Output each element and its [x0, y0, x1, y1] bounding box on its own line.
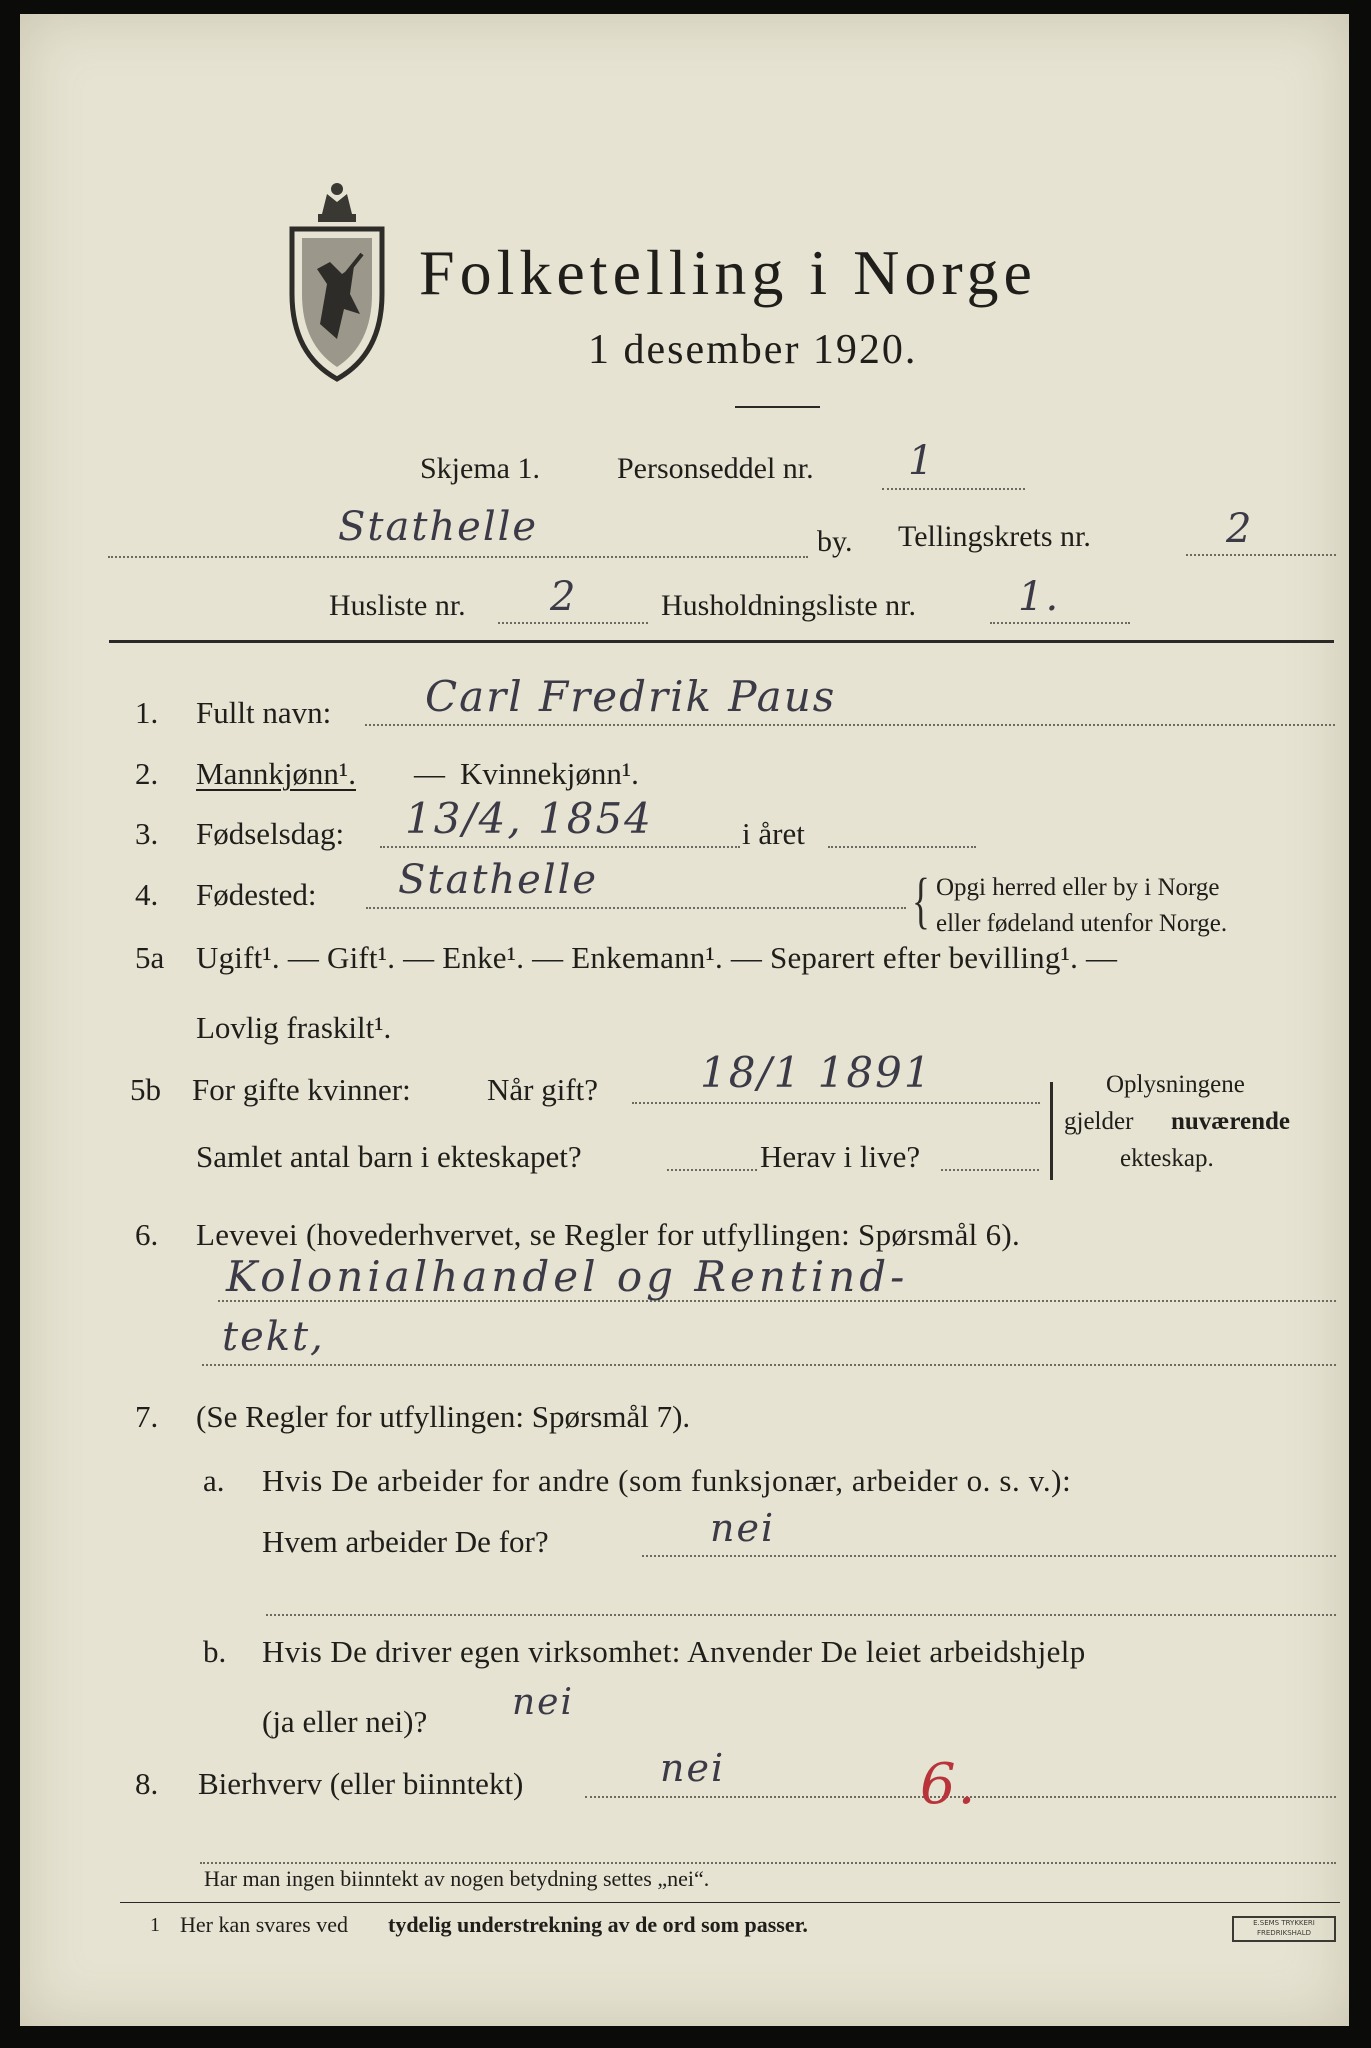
footnote-rule — [120, 1902, 1340, 1903]
q7a-line-extra — [266, 1614, 1336, 1616]
q3-line — [380, 846, 740, 848]
q5b-brace — [1050, 1082, 1059, 1180]
q6-value-1: Kolonialhandel og Rentind- — [226, 1252, 909, 1301]
q4-label: Fødested: — [196, 877, 317, 912]
q5a-number: 5a — [135, 940, 165, 975]
by-label: by. — [817, 525, 853, 558]
nei-note: Har man ingen biinntekt av nogen betydning settes „nei“. — [204, 1866, 710, 1891]
husholdning-line — [990, 622, 1130, 624]
census-form-sheet — [20, 14, 1349, 2026]
q2-male: Mannkjønn¹. — [196, 756, 356, 791]
q1-value: Carl Fredrik Paus — [425, 672, 837, 721]
husliste-line — [498, 622, 648, 624]
q3-value: 13/4, 1854 — [405, 794, 653, 843]
q3-number: 3. — [135, 816, 159, 851]
q8-number: 8. — [135, 1766, 159, 1801]
personseddel-label: Personseddel nr. — [617, 452, 814, 485]
q8-value: nei — [660, 1746, 726, 1790]
q7b-line-2: (ja eller nei)? — [262, 1704, 428, 1739]
q7a-line-1: Hvis De arbeider for andre (som funksjonær, arbeider o. s. v.): — [262, 1463, 1072, 1498]
tellingskrets-value: 2 — [1226, 506, 1254, 552]
husliste-value: 2 — [550, 574, 578, 620]
q7a-letter: a. — [203, 1463, 225, 1498]
q8-label: Bierhverv (eller biinntekt) — [198, 1766, 524, 1801]
q3-line-2 — [828, 846, 976, 848]
norwegian-coat-of-arms-icon — [282, 174, 392, 384]
q6-value-2: tekt, — [222, 1314, 325, 1360]
printer-mark — [1232, 1916, 1336, 1942]
q5b-live-line — [941, 1169, 1039, 1171]
footnote-text-a: Her kan svares ved — [180, 1912, 348, 1937]
header-rule — [109, 640, 1334, 643]
footnote-text-b: tydelig understrekning av de ord som passer. — [388, 1912, 808, 1937]
q5b-gift-line — [632, 1102, 1040, 1104]
q4-note-2: eller fødeland utenfor Norge. — [936, 910, 1228, 937]
q7-number: 7. — [135, 1399, 159, 1434]
q5b-gift-label: Når gift? — [487, 1072, 599, 1107]
q8-line-2 — [200, 1862, 1336, 1864]
q5b-note-3: ekteskap. — [1120, 1145, 1214, 1172]
tellingskrets-label: Tellingskrets nr. — [898, 520, 1091, 553]
printer-line-1: E.SEMS TRYKKERI — [1253, 1919, 1315, 1927]
q2-number: 2. — [135, 756, 159, 791]
q8-red-mark: 6. — [920, 1752, 978, 1817]
q4-value: Stathelle — [398, 857, 599, 903]
schema-label: Skjema 1. — [420, 452, 540, 485]
q6-line-2 — [202, 1364, 1336, 1366]
q4-line — [366, 907, 906, 909]
q1-number: 1. — [135, 695, 159, 730]
q5b-barn-label: Samlet antal barn i ekteskapet? — [196, 1139, 582, 1174]
q6-number: 6. — [135, 1217, 159, 1252]
q7b-line-1: Hvis De driver egen virksomhet: Anvender De leiet arbeidshjelp — [262, 1634, 1086, 1669]
q5a-line-1: Ugift¹. — Gift¹. — Enke¹. — Enkemann¹. — Separert efter bevilling¹. — — [196, 940, 1118, 975]
q4-number: 4. — [135, 877, 159, 912]
q5b-note-1: Oplysningene — [1106, 1071, 1245, 1098]
q5b-note-2a: gjelder — [1064, 1108, 1134, 1135]
form-title: Folketelling i Norge — [419, 237, 1037, 308]
q2-separator: — — [414, 756, 445, 791]
city-value: Stathelle — [338, 504, 539, 550]
census-date: 1 desember 1920. — [588, 327, 918, 373]
q5b-barn-line — [667, 1169, 757, 1171]
city-line — [108, 556, 808, 558]
personseddel-value: 1 — [908, 438, 936, 484]
printer-line-2: FREDRIKSHALD — [1256, 1929, 1311, 1937]
q5b-live-label: Herav i live? — [760, 1139, 921, 1174]
q7b-value: nei — [512, 1682, 575, 1723]
tellingskrets-line — [1186, 554, 1336, 556]
q4-brace: { — [911, 867, 930, 935]
q7-label: (Se Regler for utfyllingen: Spørsmål 7). — [196, 1399, 691, 1434]
q5b-note-2b: nuværende — [1171, 1108, 1291, 1135]
husholdning-value: 1. — [1018, 574, 1061, 620]
personseddel-line — [882, 488, 1025, 490]
husholdning-label: Husholdningsliste nr. — [661, 589, 917, 622]
q3-label: Fødselsdag: — [196, 816, 345, 851]
q5a-line-2: Lovlig fraskilt¹. — [196, 1010, 392, 1045]
q7a-line — [642, 1555, 1336, 1557]
q5b-gift-value: 18/1 1891 — [700, 1048, 933, 1097]
title-divider — [735, 406, 820, 408]
q1-line — [365, 724, 1335, 726]
q4-note-1: Opgi herred eller by i Norge — [936, 874, 1220, 901]
q7a-line-2: Hvem arbeider De for? — [262, 1524, 549, 1559]
q1-label: Fullt navn: — [196, 695, 332, 730]
q5b-label: For gifte kvinner: — [192, 1072, 411, 1107]
q7a-value: nei — [710, 1506, 776, 1550]
q3-suffix: i året — [742, 816, 805, 851]
q5b-number: 5b — [130, 1072, 161, 1107]
q7b-letter: b. — [203, 1634, 227, 1669]
q2-female: Kvinnekjønn¹. — [460, 756, 639, 791]
footnote-number: 1 — [150, 1914, 160, 1936]
q6-label: Levevei (hovederhvervet, se Regler for utfyllingen: Spørsmål 6). — [196, 1217, 1021, 1252]
husliste-label: Husliste nr. — [329, 589, 466, 622]
